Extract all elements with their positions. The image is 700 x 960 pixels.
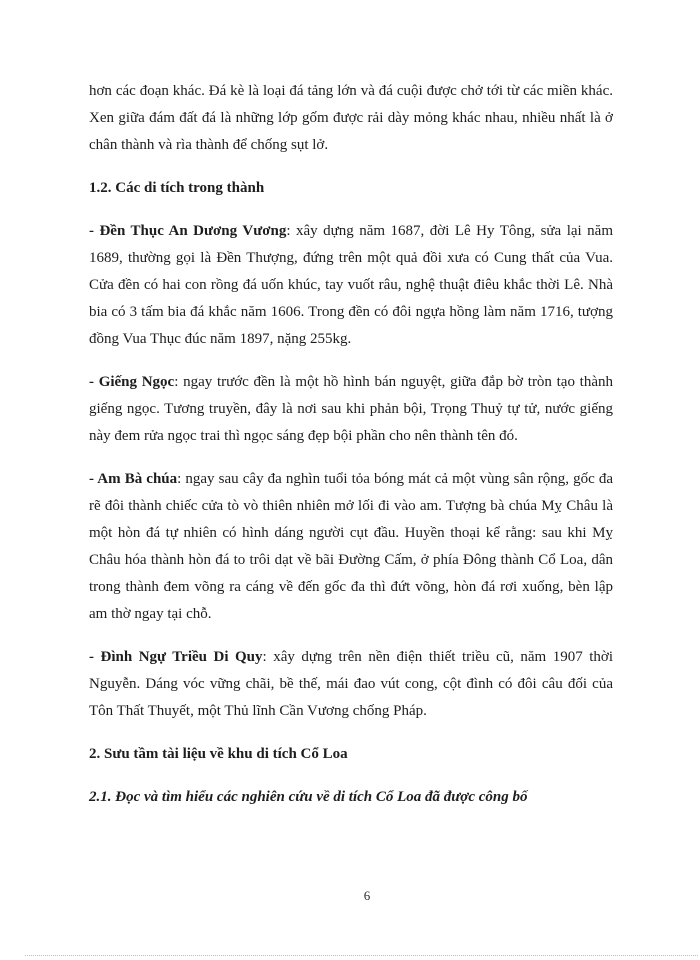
paragraph-dinh-ngu-trieu-di-quy [89,644,613,725]
paragraph-gieng-ngoc [89,369,613,450]
paragraph-am-ba-chua [89,466,613,628]
paragraph-lead-dinh-ngu-trieu: - Đình Ngự Triều Di Quy [89,649,263,665]
paragraph-lead-am-ba-chua: - Am Bà chúa [89,471,178,487]
paragraph-body-dinh-ngu-trieu: : xây dựng trên nền điện thiết triều cũ, năm 1907 thời Nguyễn. Dáng vóc vững chãi, bề thế, mái đao vút cong, cột đình có đôi câu đối của Tôn Thất Thuyết, một Thủ lĩnh Cần Vương chống Pháp. [89,649,613,719]
heading-section-1-2: 1.2. Các di tích trong thành [89,180,265,196]
paragraph-intro-text: hơn các đoạn khác. Đá kè là loại đá tảng lớn và đá cuội được chở tới từ các miền khác. Xen giữa đám đất đá là những lớp gốm được rải dày mỏng khác nhau, nhiều nhất là ở chân thành và rìa thành để chống sụt lở. [89,83,613,153]
page-boundary-dotted-line [25,955,698,956]
paragraph-body-am-ba-chua: : ngay sau cây đa nghìn tuổi tỏa bóng mát cả một vùng sân rộng, gốc đa rẽ đôi thành chiếc cửa tò vò thiên nhiên mở lối đi vào am. Tượng bà chúa Mỵ Châu là một hòn đá tự nhiên có hình dáng người cụt đầu. Huyền thoại kể rằng: sau khi Mỵ Châu hóa thành hòn đá to trôi dạt về bãi Đường Cấm, ở phía Đông thành Cổ Loa, dân trong thành đem võng ra cáng về đến gốc đa thì đứt võng, hòn đá rơi xuống, bèn lập am thờ ngay tại chỗ. [89,471,613,622]
paragraph-body-den-thuc: : xây dựng năm 1687, đời Lê Hy Tông, sửa lại năm 1689, thường gọi là Đền Thượng, đứng trên một quả đồi xưa có Cung thất của Vua. Cửa đền có hai con rồng đá uốn khúc, tay vuốt râu, nghệ thuật điêu khắc thời Lê. Nhà bia có 3 tấm bia đá khắc năm 1606. Trong đền có đôi ngựa hồng làm năm 1716, tượng đồng Vua Thục đúc năm 1897, nặng 255kg. [89,223,613,347]
page-number: 6 [363,888,371,903]
paragraph-lead-den-thuc: - Đền Thục An Dương Vương [89,223,287,239]
paragraph-body-gieng-ngoc: : ngay trước đền là một hồ hình bán nguyệt, giữa đắp bờ tròn tạo thành giếng ngọc. Tương truyền, đây là nơi sau khi phản bội, Trọng Thuỷ tự tử, nước giếng này đem rửa ngọc trai thì ngọc sáng đẹp bội phần cho nên thành tên đó. [89,374,613,444]
paragraph-lead-gieng-ngoc: - Giếng Ngọc [89,374,175,390]
heading-section-2: 2. Sưu tầm tài liệu về khu di tích Cổ Loa [89,746,348,762]
heading-section-2-1: 2.1. Đọc và tìm hiểu các nghiên cứu về di tích Cổ Loa đã được công bố [89,789,528,805]
paragraph-den-thuc-an-duong-vuong [89,218,613,353]
paragraph-intro [89,78,613,159]
